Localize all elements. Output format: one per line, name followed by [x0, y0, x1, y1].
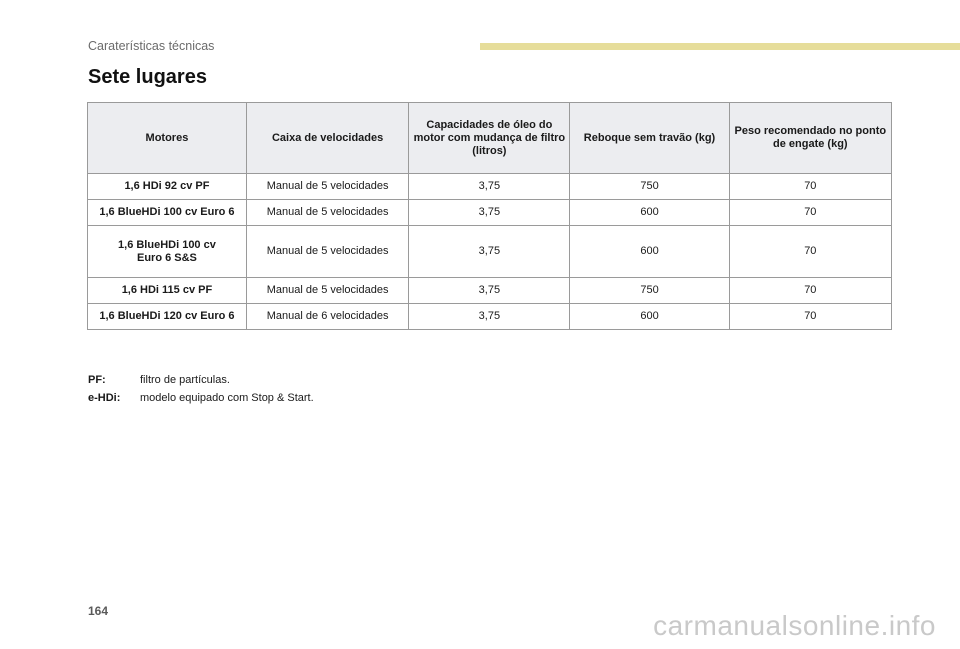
cell-engine: 1,6 BlueHDi 100 cv Euro 6 [88, 200, 247, 226]
legend-item [88, 389, 314, 407]
cell-engine-text: 1,6 BlueHDi 100 cv Euro 6 S&S [118, 238, 216, 264]
cell-gearbox: Manual de 5 velocidades [246, 174, 408, 200]
cell-towball-weight: 70 [729, 174, 891, 200]
table-row [88, 226, 892, 278]
abbreviation-legend [88, 371, 314, 407]
column-header-towball-weight: Peso recomendado no ponto de engate (kg) [729, 103, 891, 174]
table-row [88, 200, 892, 226]
specifications-table [87, 102, 892, 330]
table-row [88, 174, 892, 200]
header-accent-bar [480, 43, 960, 50]
watermark: carmanualsonline.info [653, 610, 936, 641]
cell-unbraked-trailer: 600 [570, 304, 729, 330]
cell-oil-capacity: 3,75 [409, 174, 570, 200]
column-header-unbraked-trailer: Reboque sem travão (kg) [570, 103, 729, 174]
cell-unbraked-trailer: 600 [570, 200, 729, 226]
cell-towball-weight: 70 [729, 226, 891, 278]
cell-oil-capacity: 3,75 [409, 304, 570, 330]
column-header-gearbox: Caixa de velocidades [246, 103, 408, 174]
cell-gearbox: Manual de 5 velocidades [246, 278, 408, 304]
cell-engine: 1,6 BlueHDi 120 cv Euro 6 [88, 304, 247, 330]
table-row [88, 304, 892, 330]
cell-towball-weight: 70 [729, 200, 891, 226]
cell-engine [88, 226, 247, 278]
cell-oil-capacity: 3,75 [409, 200, 570, 226]
legend-definition: filtro de partículas. [140, 374, 230, 386]
cell-gearbox: Manual de 5 velocidades [246, 200, 408, 226]
cell-oil-capacity: 3,75 [409, 226, 570, 278]
legend-term: e-HDi: [88, 392, 121, 404]
column-header-engines: Motores [88, 103, 247, 174]
page-number: 164 [88, 604, 109, 618]
section-header: Caraterísticas técnicas [88, 39, 215, 53]
table-row [88, 278, 892, 304]
table-header-row [88, 103, 892, 174]
cell-towball-weight: 70 [729, 304, 891, 330]
cell-gearbox: Manual de 6 velocidades [246, 304, 408, 330]
legend-definition: modelo equipado com Stop & Start. [140, 392, 314, 404]
legend-item [88, 371, 314, 389]
legend-term: PF: [88, 374, 106, 386]
column-header-oil-capacity: Capacidades de óleo do motor com mudança de filtro (litros) [409, 103, 570, 174]
cell-unbraked-trailer: 750 [570, 278, 729, 304]
cell-engine: 1,6 HDi 92 cv PF [88, 174, 247, 200]
cell-gearbox: Manual de 5 velocidades [246, 226, 408, 278]
cell-unbraked-trailer: 600 [570, 226, 729, 278]
page-title: Sete lugares [88, 66, 207, 88]
cell-towball-weight: 70 [729, 278, 891, 304]
cell-engine: 1,6 HDi 115 cv PF [88, 278, 247, 304]
cell-unbraked-trailer: 750 [570, 174, 729, 200]
cell-oil-capacity: 3,75 [409, 278, 570, 304]
